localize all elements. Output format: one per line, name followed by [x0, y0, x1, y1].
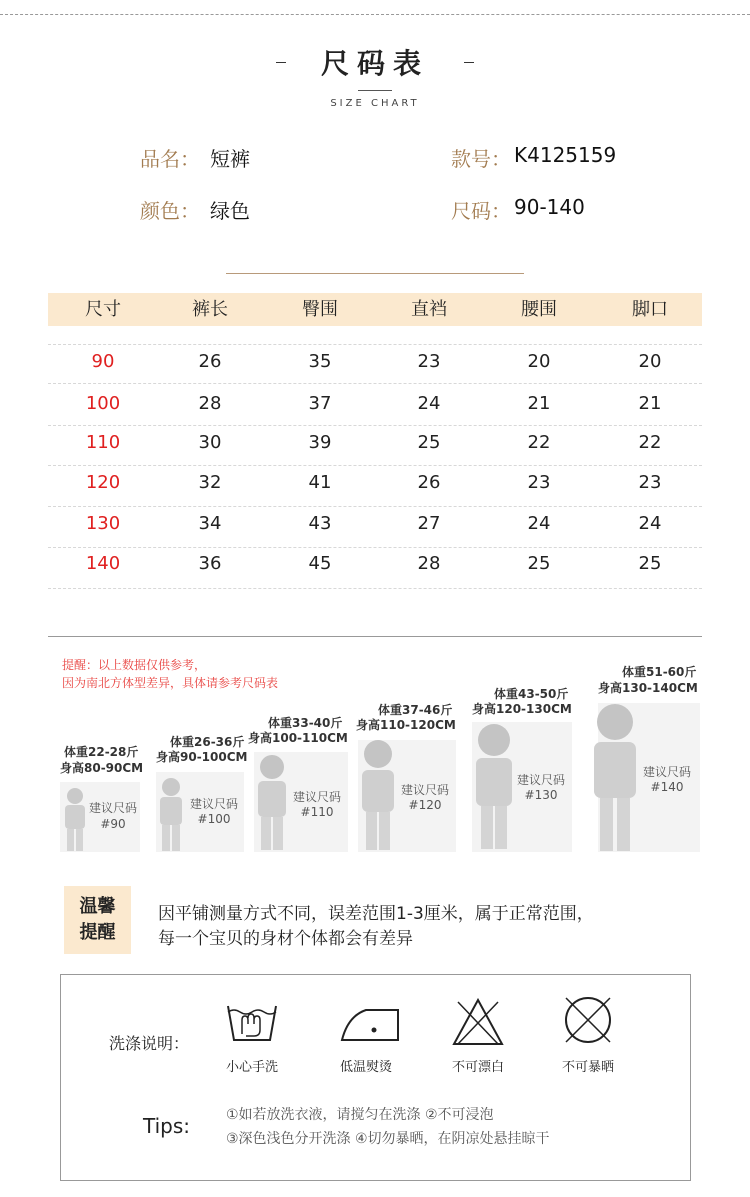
reminder-line-1: 提醒：以上数据仅供参考，	[62, 658, 207, 672]
cell-hip: 45	[308, 553, 332, 574]
hand-wash-icon	[226, 1000, 278, 1044]
child-silhouette-icon	[254, 754, 290, 852]
header-leg-opening: 脚口	[632, 299, 668, 320]
figure-weight: 体重22-28斤	[64, 745, 139, 759]
figure-suggest-label: 建议尺码	[516, 773, 565, 787]
size-range-value: 90-140	[514, 195, 585, 219]
cell-rise: 24	[417, 393, 441, 414]
figure-height: 身高90-100CM	[156, 750, 248, 764]
no-sun-dry-icon	[562, 994, 614, 1046]
cell-leg-opening: 23	[638, 472, 662, 493]
size-range-label: 尺码：	[451, 199, 511, 223]
wash-label: 洗涤说明：	[109, 1034, 190, 1053]
header-length: 裤长	[192, 299, 228, 320]
header-hip: 臀围	[302, 299, 338, 320]
figure-suggest-label: 建议尺码	[292, 790, 341, 804]
table-row	[48, 423, 702, 463]
figure-suggest-label: 建议尺码	[189, 797, 238, 811]
figure-weight: 体重51-60斤	[622, 665, 697, 679]
tips-label: Tips:	[143, 1114, 191, 1138]
cell-rise: 28	[417, 553, 441, 574]
cell-leg-opening: 25	[638, 553, 662, 574]
cell-size: 90	[91, 351, 115, 372]
cell-length: 26	[198, 351, 222, 372]
product-name-value: 短裤	[210, 147, 250, 171]
warm-tip-badge-line1: 温馨	[79, 896, 116, 917]
cell-size: 120	[85, 472, 121, 493]
cell-hip: 39	[308, 432, 332, 453]
table-row	[48, 342, 702, 382]
cell-waist: 20	[527, 351, 551, 372]
title-dash-right	[464, 62, 474, 63]
style-number-value: K4125159	[514, 143, 617, 167]
cell-leg-opening: 21	[638, 393, 662, 414]
warm-tip-badge-line2: 提醒	[79, 922, 116, 943]
cell-length: 28	[198, 393, 222, 414]
color-value: 绿色	[210, 199, 250, 223]
low-iron-icon	[340, 1006, 402, 1044]
figure-height: 身高130-140CM	[598, 681, 698, 695]
warm-tip-line-1: 因平铺测量方式不同，误差范围1-3厘米，属于正常范围，	[158, 904, 594, 924]
cell-hip: 37	[308, 393, 332, 414]
warm-tip-badge	[64, 886, 131, 954]
cell-rise: 27	[417, 513, 441, 534]
child-silhouette-icon	[358, 739, 398, 852]
page-title: 尺码表	[320, 47, 429, 80]
figure-suggest-size: #100	[197, 812, 231, 826]
low-iron-label: 低温熨烫	[339, 1060, 392, 1075]
cell-rise: 25	[417, 432, 441, 453]
figure-height: 身高100-110CM	[248, 731, 348, 745]
info-divider	[226, 273, 524, 274]
warm-tip-line-2: 每一个宝贝的身材个体都会有差异	[158, 929, 413, 949]
figure-weight: 体重26-36斤	[170, 735, 245, 749]
figure-suggest-size: #130	[524, 788, 558, 802]
header-waist: 腰围	[521, 299, 557, 320]
cell-hip: 41	[308, 472, 332, 493]
cell-size: 110	[85, 432, 121, 453]
cell-size: 130	[85, 513, 121, 534]
table-row	[48, 384, 702, 424]
cell-hip: 43	[308, 513, 332, 534]
cell-size: 140	[85, 553, 121, 574]
child-silhouette-icon	[156, 777, 186, 853]
figure-weight: 体重43-50斤	[494, 687, 569, 701]
figure-suggest-label: 建议尺码	[400, 783, 449, 797]
table-row	[48, 463, 702, 503]
figure-height: 身高120-130CM	[472, 702, 572, 716]
size-table-header	[48, 293, 702, 326]
style-number-label: 款号：	[451, 147, 511, 171]
tips-line-2: ③深色浅色分开洗涤 ④切勿暴晒，在阴凉处悬挂晾干	[226, 1131, 550, 1147]
header-size: 尺寸	[85, 299, 121, 320]
cell-leg-opening: 22	[638, 432, 662, 453]
cell-rise: 26	[417, 472, 441, 493]
row-divider	[48, 588, 702, 589]
cell-rise: 23	[417, 351, 441, 372]
no-sun-dry-label: 不可暴晒	[561, 1060, 614, 1075]
reminder-line-2: 因为南北方体型差异，具体请参考尺码表	[62, 676, 279, 690]
top-dashed-divider	[0, 14, 750, 15]
cell-leg-opening: 20	[638, 351, 662, 372]
figure-weight: 体重37-46斤	[378, 703, 453, 717]
cell-length: 30	[198, 432, 222, 453]
title-underline	[358, 90, 392, 91]
cell-waist: 25	[527, 553, 551, 574]
cell-leg-opening: 24	[638, 513, 662, 534]
section-divider	[48, 636, 702, 637]
table-row	[48, 544, 702, 584]
figure-suggest-label: 建议尺码	[88, 801, 137, 815]
figure-weight: 体重33-40斤	[268, 716, 343, 730]
tips-line-1: ①如若放洗衣液，请搅匀在洗涤 ②不可浸泡	[226, 1107, 494, 1123]
table-row	[48, 504, 702, 544]
figure-suggest-size: #140	[650, 780, 684, 794]
hand-wash-label: 小心手洗	[225, 1060, 278, 1075]
product-name-label: 品名：	[140, 147, 200, 171]
no-bleach-icon	[452, 998, 504, 1046]
child-silhouette-icon	[62, 787, 88, 853]
cell-waist: 21	[527, 393, 551, 414]
no-bleach-label: 不可漂白	[451, 1060, 504, 1075]
cell-size: 100	[85, 393, 121, 414]
figure-suggest-size: #120	[408, 798, 442, 812]
child-silhouette-icon	[590, 703, 640, 853]
figure-height: 身高110-120CM	[356, 718, 456, 732]
cell-waist: 23	[527, 472, 551, 493]
figure-height: 身高80-90CM	[60, 761, 144, 775]
color-label: 颜色：	[140, 199, 200, 223]
cell-hip: 35	[308, 351, 332, 372]
cell-length: 32	[198, 472, 222, 493]
header-rise: 直裆	[411, 299, 447, 320]
cell-waist: 22	[527, 432, 551, 453]
cell-length: 36	[198, 553, 222, 574]
cell-length: 34	[198, 513, 222, 534]
page-subtitle: SIZE CHART	[330, 98, 420, 109]
cell-waist: 24	[527, 513, 551, 534]
figure-suggest-size: #110	[300, 805, 334, 819]
figure-suggest-size: #90	[100, 817, 126, 831]
figure-suggest-label: 建议尺码	[642, 765, 691, 779]
